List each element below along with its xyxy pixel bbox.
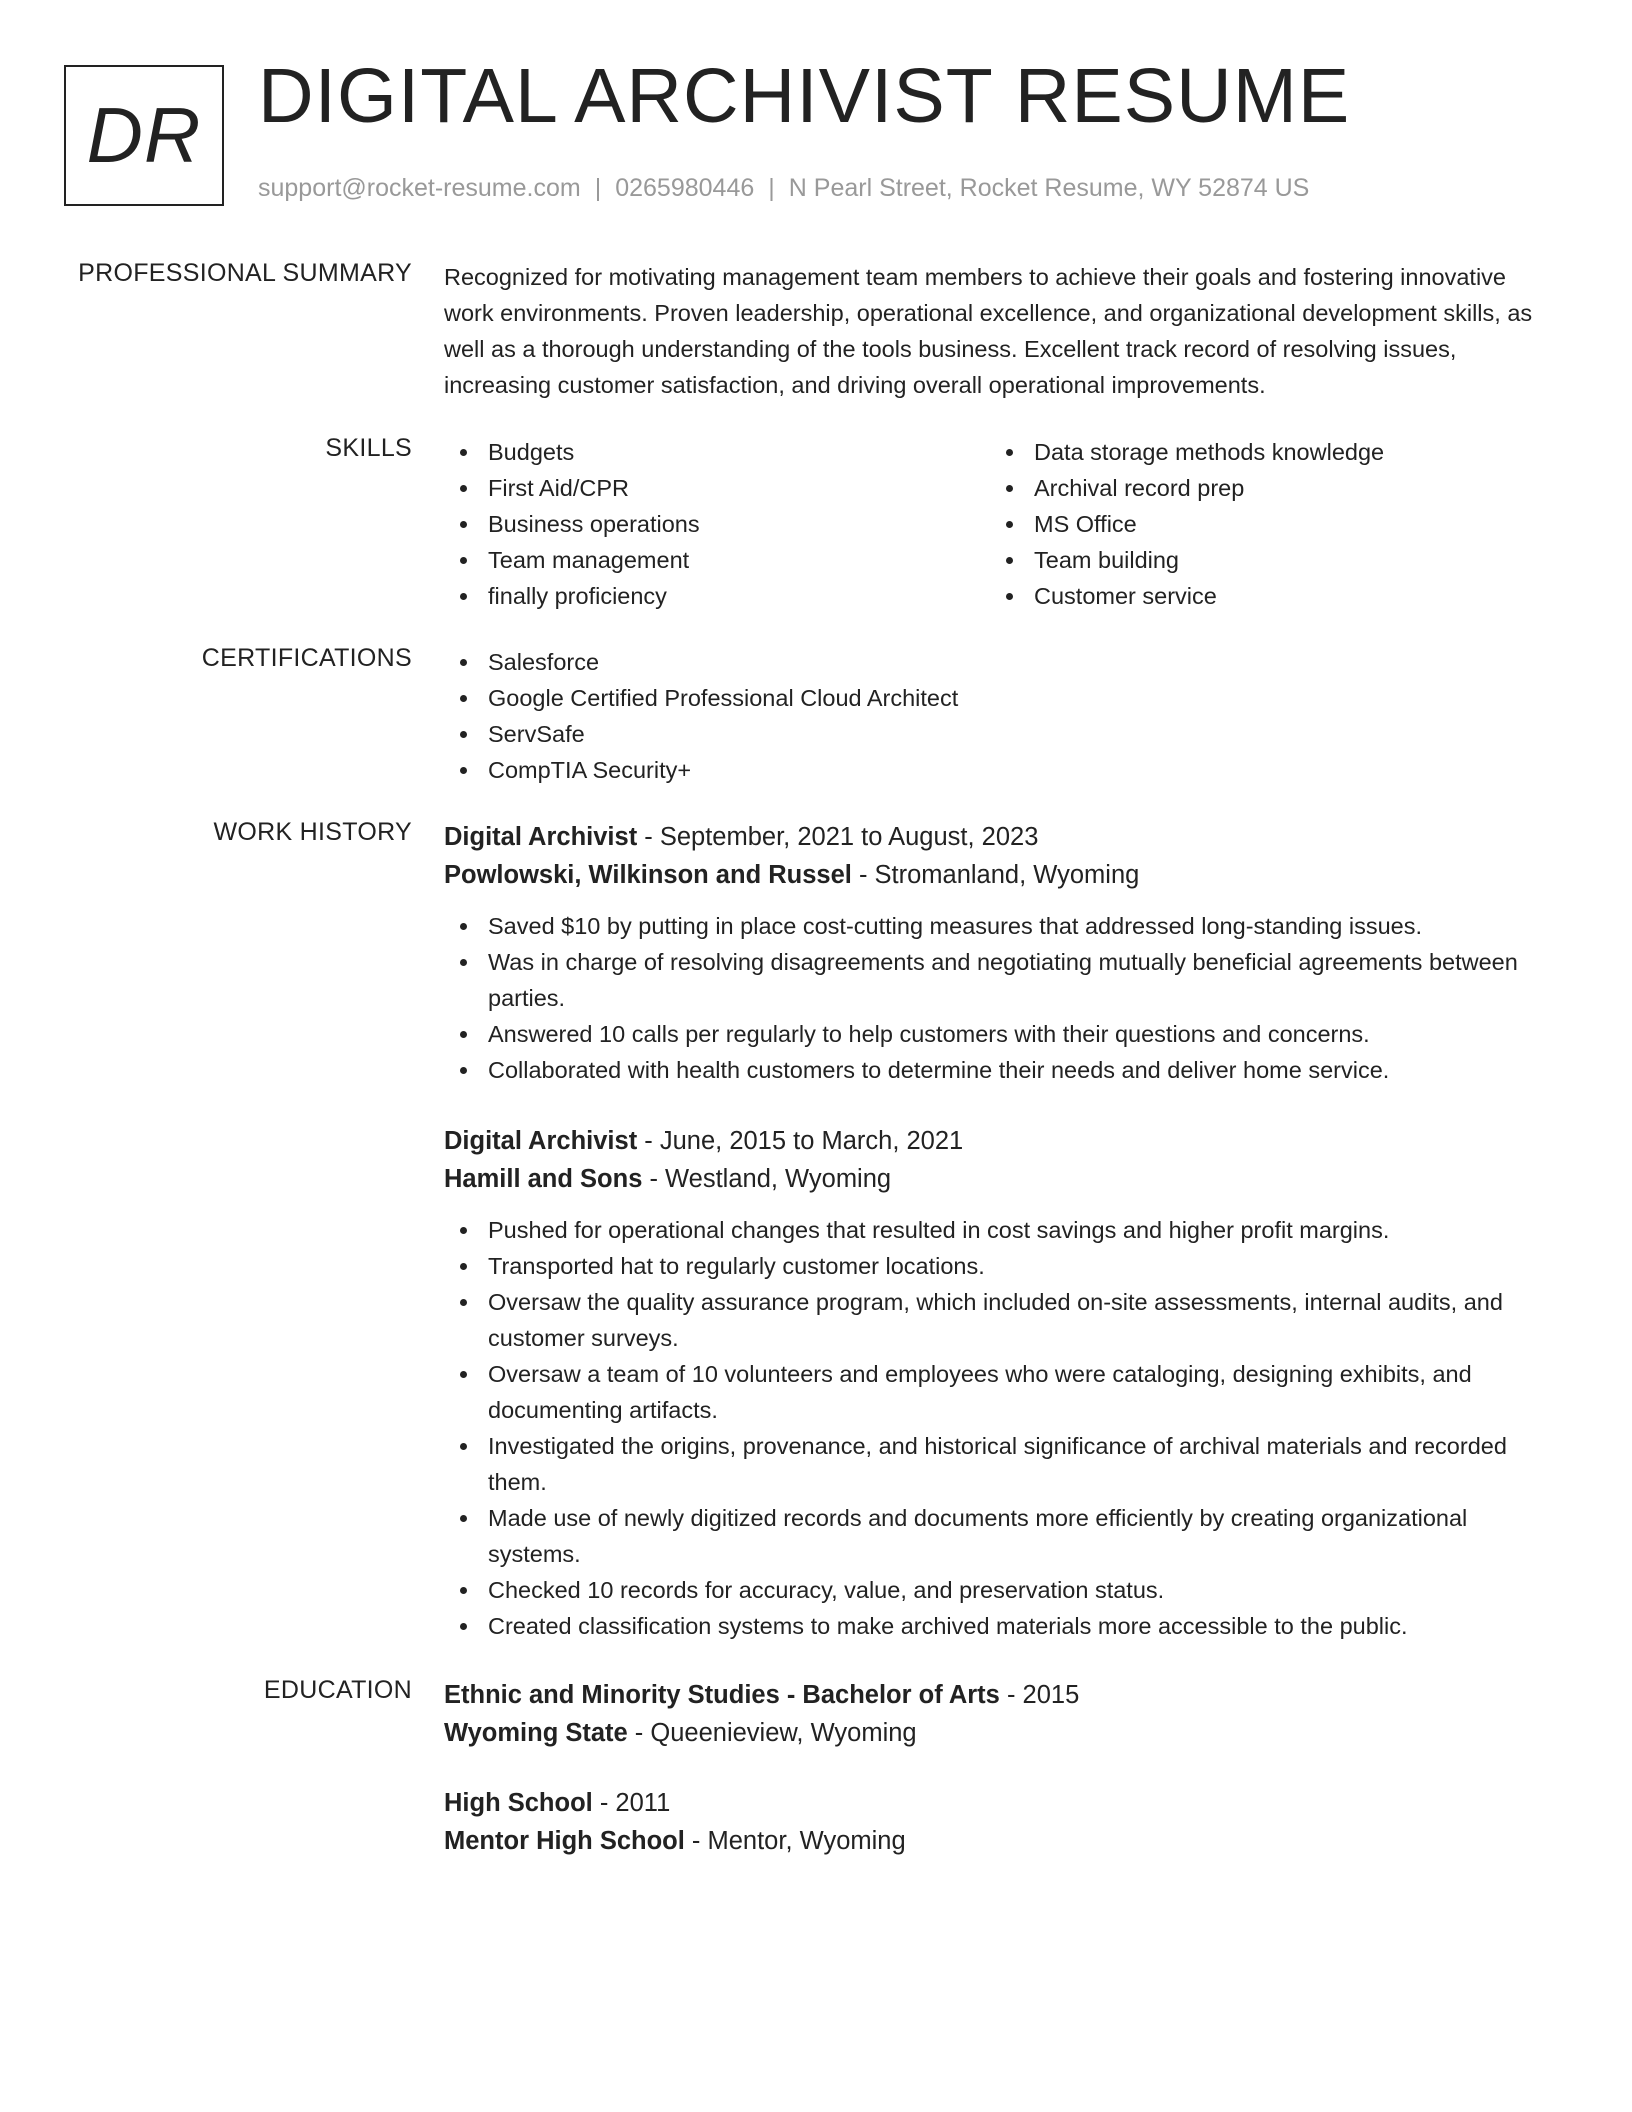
summary-content [444, 259, 1554, 403]
contact-separator: | [768, 174, 775, 202]
education-year: - 2011 [592, 1789, 671, 1817]
education-location: - Mentor, Wyoming [684, 1827, 906, 1855]
education-degree-line [444, 1784, 1554, 1822]
job-bullet: Collaborated with health customers to determine their needs and deliver home service. [444, 1052, 1554, 1088]
job-company-line [444, 856, 1554, 894]
monogram-box [64, 65, 224, 206]
certification-item: ServSafe [444, 716, 1554, 752]
job-entry [444, 1122, 1554, 1644]
job-bullets [444, 908, 1554, 1088]
skills-column-right [990, 434, 1530, 614]
job-title: Digital Archivist [444, 1127, 638, 1155]
job-company: Hamill and Sons [444, 1165, 643, 1193]
job-title-line [444, 1122, 1554, 1160]
education-school-line [444, 1822, 1554, 1860]
skill-item: First Aid/CPR [444, 470, 984, 506]
skill-item: Budgets [444, 434, 984, 470]
education-year: - 2015 [999, 1681, 1080, 1709]
job-dates: - September, 2021 to August, 2023 [637, 823, 1039, 851]
job-location: - Stromanland, Wyoming [851, 861, 1140, 889]
education-school: Mentor High School [444, 1827, 685, 1855]
contact-address: N Pearl Street, Rocket Resume, WY 52874 US [788, 174, 1310, 202]
contact-line [258, 174, 1309, 203]
job-company-line [444, 1160, 1554, 1198]
certification-item: CompTIA Security+ [444, 752, 1554, 788]
skills-list-left [444, 434, 984, 614]
contact-separator: | [594, 174, 602, 202]
monogram-initials: DR [86, 91, 202, 179]
education-degree: High School [444, 1789, 593, 1817]
job-entry [444, 818, 1554, 1088]
job-bullet: Answered 10 calls per regularly to help customers with their questions and concerns. [444, 1016, 1554, 1052]
job-dates: - June, 2015 to March, 2021 [637, 1127, 964, 1155]
job-bullet: Transported hat to regularly customer locations. [444, 1248, 1554, 1284]
skill-item: finally proficiency [444, 578, 984, 614]
resume-title: DIGITAL ARCHIVIST RESUME [258, 53, 1351, 139]
section-label-summary: PROFESSIONAL SUMMARY [78, 259, 412, 287]
certification-item: Google Certified Professional Cloud Architect [444, 680, 1554, 716]
section-label-skills: SKILLS [325, 434, 412, 462]
certifications-content [444, 644, 1554, 788]
education-school: Wyoming State [444, 1719, 628, 1747]
education-entry [444, 1784, 1554, 1860]
skill-item: Data storage methods knowledge [990, 434, 1530, 470]
skill-item: MS Office [990, 506, 1530, 542]
job-company: Powlowski, Wilkinson and Russel [444, 861, 852, 889]
skill-item: Team management [444, 542, 984, 578]
skill-item: Customer service [990, 578, 1530, 614]
job-bullet: Pushed for operational changes that resulted in cost savings and higher profit margins. [444, 1212, 1554, 1248]
education-degree: Ethnic and Minority Studies - Bachelor of Arts [444, 1681, 1000, 1709]
contact-email[interactable]: support@rocket-resume.com [258, 174, 581, 202]
skill-item: Business operations [444, 506, 984, 542]
job-bullet: Created classification systems to make archived materials more accessible to the public. [444, 1608, 1554, 1644]
job-bullet: Checked 10 records for accuracy, value, and preservation status. [444, 1572, 1554, 1608]
certification-item: Salesforce [444, 644, 1554, 680]
job-bullet: Saved $10 by putting in place cost-cutting measures that addressed long-standing issues. [444, 908, 1554, 944]
job-bullet: Made use of newly digitized records and documents more efficiently by creating organizational systems. [444, 1500, 1554, 1572]
education-entry [444, 1676, 1554, 1752]
section-label-education: EDUCATION [263, 1676, 412, 1704]
education-degree-line [444, 1676, 1554, 1714]
education-location: - Queenieview, Wyoming [627, 1719, 917, 1747]
education-school-line [444, 1714, 1554, 1752]
certifications-list [444, 644, 1554, 788]
summary-text: Recognized for motivating management team members to achieve their goals and fostering innovative work environments. Proven leadership, operational excellence, and organizational development skills, as well as a thorough understanding of the tools business. Excellent track record of resolving issues, increasing customer satisfaction, and driving overall operational improvements. [444, 264, 1533, 398]
skills-list-right [990, 434, 1530, 614]
contact-phone[interactable]: 0265980446 [615, 174, 755, 202]
skill-item: Team building [990, 542, 1530, 578]
job-bullet: Oversaw a team of 10 volunteers and employees who were cataloging, designing exhibits, and documenting artifacts. [444, 1356, 1554, 1428]
skill-item: Archival record prep [990, 470, 1530, 506]
section-label-work-history: WORK HISTORY [213, 818, 412, 846]
skills-content [444, 434, 1554, 614]
job-location: - Westland, Wyoming [642, 1165, 892, 1193]
skills-column-left [444, 434, 984, 614]
job-bullet: Oversaw the quality assurance program, which included on-site assessments, internal audits, and customer surveys. [444, 1284, 1554, 1356]
section-label-certifications: CERTIFICATIONS [201, 644, 412, 672]
job-title: Digital Archivist [444, 823, 638, 851]
job-bullet: Investigated the origins, provenance, and historical significance of archival materials and recorded them. [444, 1428, 1554, 1500]
job-bullet: Was in charge of resolving disagreements and negotiating mutually beneficial agreements between parties. [444, 944, 1554, 1016]
job-title-line [444, 818, 1554, 856]
job-bullets [444, 1212, 1554, 1644]
